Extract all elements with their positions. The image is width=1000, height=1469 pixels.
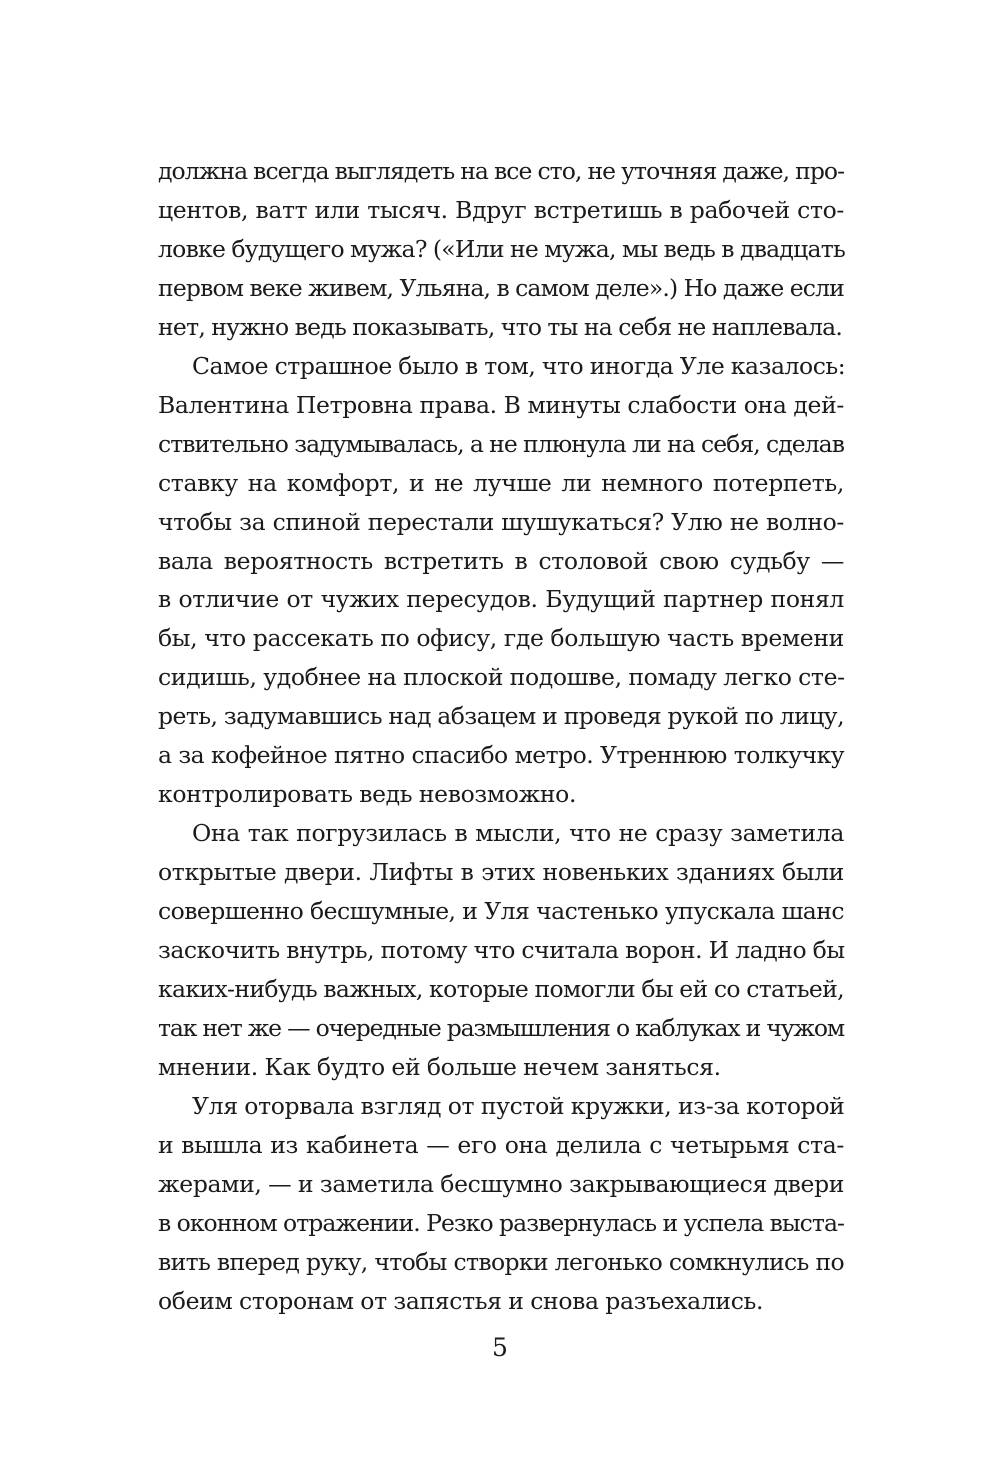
text-line: ствительно задумывалась, а не плюнула ли на себя, сделав <box>158 429 844 458</box>
text-line: в отличие от чужих пересудов. Будущий партнер понял <box>158 585 844 614</box>
text-line: в оконном отражении. Резко развернулась и успела выста- <box>158 1208 844 1237</box>
text-line: центов, ватт или тысяч. Вдруг встретишь в рабочей сто- <box>158 195 844 224</box>
text-line: сидишь, удобнее на плоской подошве, помаду легко сте- <box>158 663 845 692</box>
text-line: контролировать ведь невозможно. <box>158 780 577 809</box>
text-line: Самое страшное было в том, что иногда Уле казалось: <box>192 351 846 380</box>
text-line: мнении. Как будто ей больше нечем заняться. <box>158 1052 721 1081</box>
text-line: должна всегда выглядеть на все сто, не уточняя даже, про- <box>158 157 845 185</box>
text-line: каких-нибудь важных, которые помогли бы ей со статьей, <box>158 975 844 1004</box>
text-line: и вышла из кабинета — его она делила с четырьмя ста- <box>158 1130 844 1159</box>
text-line: обеим сторонам от запястья и снова разъехались. <box>158 1286 764 1315</box>
text-line: Валентина Петровна права. В минуты слабости она дей- <box>158 390 844 419</box>
page-number: 5 <box>492 1333 508 1362</box>
text-line: чтобы за спиной перестали шушукаться? Улю не волно- <box>158 507 844 536</box>
body-text <box>158 152 844 1321</box>
text-line: нет, нужно ведь показывать, что ты на себя не наплевала. <box>158 312 843 341</box>
text-line: ставку на комфорт, и не лучше ли немного потерпеть, <box>158 468 844 497</box>
paragraph <box>158 152 844 347</box>
text-line: совершенно бесшумные, и Уля частенько упускала шанс <box>158 897 844 926</box>
paragraph <box>158 814 844 1087</box>
paragraph <box>158 1087 844 1321</box>
text-line: Уля оторвала взгляд от пустой кружки, из-за которой <box>192 1091 845 1120</box>
text-line: вить вперед руку, чтобы створки легонько сомкнулись по <box>158 1247 844 1276</box>
text-line: бы, что рассекать по офису, где большую часть времени <box>158 624 844 653</box>
text-line: Она так погрузилась в мысли, что не сразу заметила <box>192 819 844 848</box>
text-line: первом веке живем, Ульяна, в самом деле».) Но даже если <box>158 273 844 302</box>
text-line: а за кофейное пятно спасибо метро. Утреннюю толкучку <box>158 741 844 770</box>
text-line: жерами, — и заметила бесшумно закрывающиеся двери <box>158 1169 845 1198</box>
text-line: открытые двери. Лифты в этих новеньких зданиях были <box>158 858 844 887</box>
paragraph <box>158 347 844 814</box>
text-line: вала вероятность встретить в столовой свою судьбу — <box>158 546 844 575</box>
text-line: реть, задумавшись над абзацем и проведя рукой по лицу, <box>158 702 844 731</box>
text-line: так нет же — очередные размышления о каблуках и чужом <box>158 1013 844 1042</box>
text-line: заскочить внутрь, потому что считала ворон. И ладно бы <box>158 936 845 965</box>
text-line: ловке будущего мужа? («Или не мужа, мы ведь в двадцать <box>158 234 846 263</box>
